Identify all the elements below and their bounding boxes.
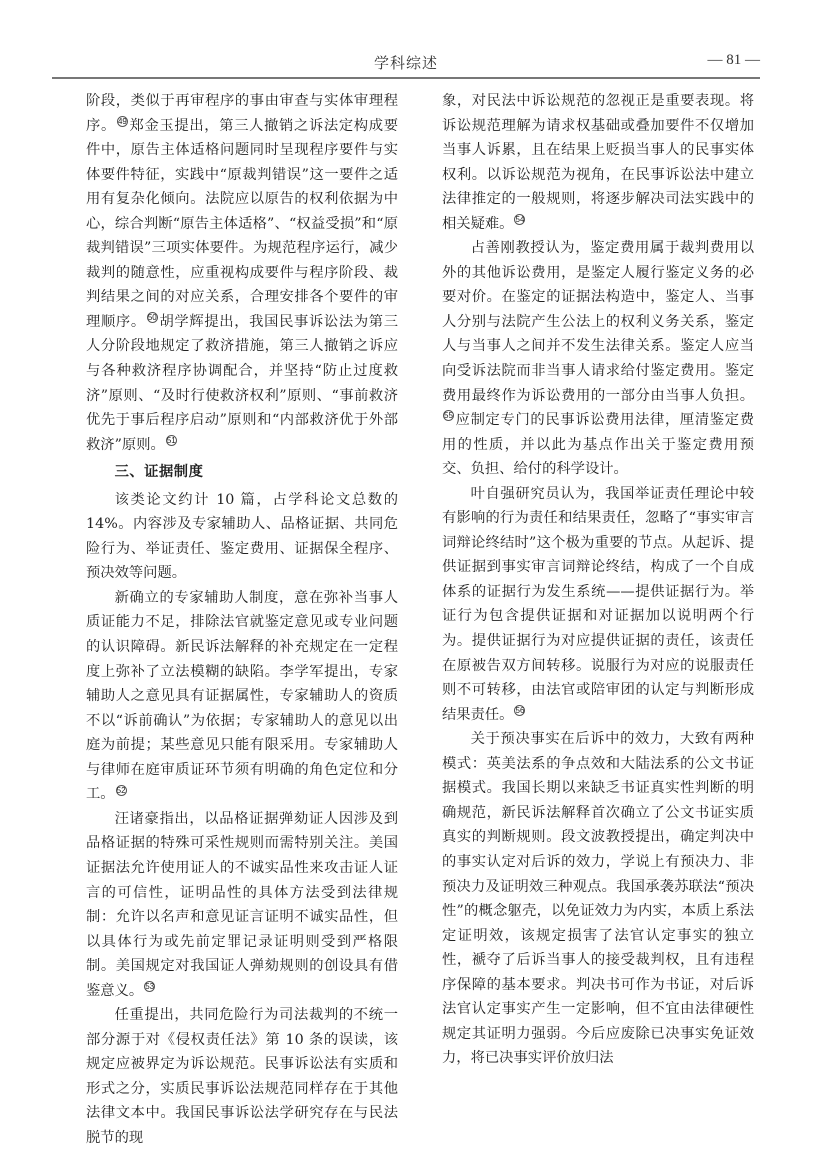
footnote-marker[interactable]: 51 bbox=[166, 435, 176, 445]
right-column bbox=[442, 89, 754, 1071]
footnote-marker[interactable]: 55 bbox=[444, 411, 453, 421]
footnote-marker[interactable]: 54 bbox=[515, 214, 525, 224]
footnote-marker[interactable]: 53 bbox=[145, 981, 155, 991]
journal-section-title: 学科综述 bbox=[373, 54, 438, 72]
paragraph bbox=[86, 586, 398, 807]
paragraph-text: 象，对民法中诉讼规范的忽视正是重要表现。将诉讼规范理解为请求权基础或叠加要件不仅增加当事人诉累，且在结果上贬损当事人的民事实体权利。以诉讼规范为视角，在民事诉讼法中建立法律推定的一般规则，将逐步解决司法实践中的相关疑难。 bbox=[442, 93, 754, 232]
footnote-marker[interactable]: 50 bbox=[147, 313, 157, 323]
paragraph-text: 应制定专门的民事诉讼费用法律，厘清鉴定费用的性质，并以此为基点作出关于鉴定费用预交、负担、给付的科学设计。 bbox=[442, 412, 754, 478]
paragraph bbox=[86, 89, 398, 457]
paragraph bbox=[86, 807, 398, 1003]
left-column bbox=[86, 89, 398, 1151]
paragraph-text: 新确立的专家辅助人制度，意在弥补当事人质证能力不足，排除法官就鉴定意见或专业问题的认识障碍。新民诉法解释的补充规定在一定程度上弥补了立法模糊的缺陷。李学军提出，专家辅助人之意见具有证据属性，专家辅助人的资质不以“诉前确认”为依据；专家辅助人的意见以出庭为前提；某些意见只能有限采用。专家辅助人与律师在庭审质证环节须有明确的角色定位和分工。 bbox=[86, 589, 398, 803]
paragraph: 该类论文约计 10 篇，占学科论文总数的 14%。内容涉及专家辅助人、品格证据、共同危险行为、举证责任、鉴定费用、证据保全程序、预决效等问题。 bbox=[86, 491, 398, 582]
footnote-marker[interactable]: 56 bbox=[515, 705, 525, 715]
paragraph-text: 汪诸豪指出，以品格证据弹劾证人因涉及到品格证据的特殊可采性规则而需特别关注。美国证据法允许使用证人的不诚实品性来攻击证人证言的可信性，证明品性的具体方法受到法律规制：允许以名声和意见证言证明不诚实品性，但以具体行为或先前定罪记录证明则受到严格限制。美国规定对我国证人弹劾规则的创设具有借鉴意义。 bbox=[86, 810, 398, 999]
paragraph bbox=[442, 89, 754, 236]
footnote-marker[interactable]: 49 bbox=[117, 116, 127, 126]
paragraph-text: 叶自强研究员认为，我国举证责任理论中较有影响的行为责任和结果责任，忽略了“事实审言词辩论终结时”这个极为重要的节点。从起诉、提供证据到事实审言词辩论终结，构成了一个自成体系的证据行为发生系统——提供证据行为。举证行为包含提供证据和对证据加以说明两个行为。提供证据行为对应提供证据的责任，该责任在原被告双方间转移。说服行为对应的说服责任则不可转移，由法官或陪审团的认定与判断形成结果责任。 bbox=[442, 485, 754, 723]
paragraph bbox=[442, 482, 754, 727]
running-header bbox=[52, 48, 760, 78]
page-number: — 81 — bbox=[707, 52, 760, 68]
section-heading: 三、证据制度 bbox=[114, 464, 204, 481]
footnote-marker[interactable]: 52 bbox=[116, 785, 126, 795]
paragraph: 任重提出，共同危险行为司法裁判的不统一部分源于对《侵权责任法》第 10 条的误读，该规定应被界定为诉讼规范。民事诉讼法有实质和形式之分，实质民事诉讼法规范同样存在于其他法律文本中。我国民事诉讼法学研究存在与民法脱节的现 bbox=[86, 1007, 398, 1146]
paragraph-text: 胡学辉提出，我国民事诉讼法为第三人分阶段地规定了救济措施，第三人撤销之诉应与各种救济程序协调配合，并坚持“防止过度救济”原则、“及时行使救济权利”原则、“事前救济优先于事后程序启动”原则和“内部救济优于外部救济”原则。 bbox=[86, 313, 399, 453]
paragraph: 关于预决事实在后诉中的效力，大致有两种模式：英美法系的争点效和大陆法系的公文书证据模式。我国长期以来缺乏书证真实性判断的明确规范，新民诉法解释首次确立了公文书证实质真实的判断规则。段文波教授提出，确定判决中的事实认定对后诉的效力，学说上有预决力、非预决力及证明效三种观点。我国承袭苏联法“预决性”的概念躯壳，以免证效力为内实，本质上系法定证明效，该规定损害了法官认定事实的独立性，褫夺了后诉当事人的接受裁判权，且有违程序保障的基本要求。判决书可作为书证，对后诉法官认定事实产生一定影响，但不宜由法律硬性规定其证明力强弱。今后应废除已决事实免证效力，将已决事实评价放归法 bbox=[442, 731, 754, 1067]
header-rule bbox=[52, 77, 760, 79]
paragraph-text: 郑金玉提出，第三人撤销之诉法定构成要件中，原告主体适格问题同时呈现程序要件与实体要件特征，实践中“原裁判错误”这一要件之适用有复杂化倾向。法院应以原告的权利依据为中心，综合判断“原告主体适格”、“权益受损”和“原裁判错误”三项实体要件。为规范程序运行，减少裁判的随意性，应重视构成要件与程序阶段、裁判结果之间的对应关系，合理安排各个要件的审理顺序。 bbox=[86, 117, 399, 330]
paragraph-text: 阶段，类似于再审程序的事由审查与实体审理程序。 bbox=[86, 93, 398, 134]
paragraph-text: 占善刚教授认为，鉴定费用属于裁判费用以外的其他诉讼费用，是鉴定人履行鉴定义务的必要对价。在鉴定的证据法构造中，鉴定人、当事人分别与法院产生公法上的权利义务关系，鉴定人与当事人之间并不发生法律关系。鉴定人应当向受诉法院而非当事人请求给付鉴定费用。鉴定费用最终作为诉讼费用的一部分由当事人负担。 bbox=[442, 240, 754, 404]
paragraph bbox=[442, 236, 754, 481]
